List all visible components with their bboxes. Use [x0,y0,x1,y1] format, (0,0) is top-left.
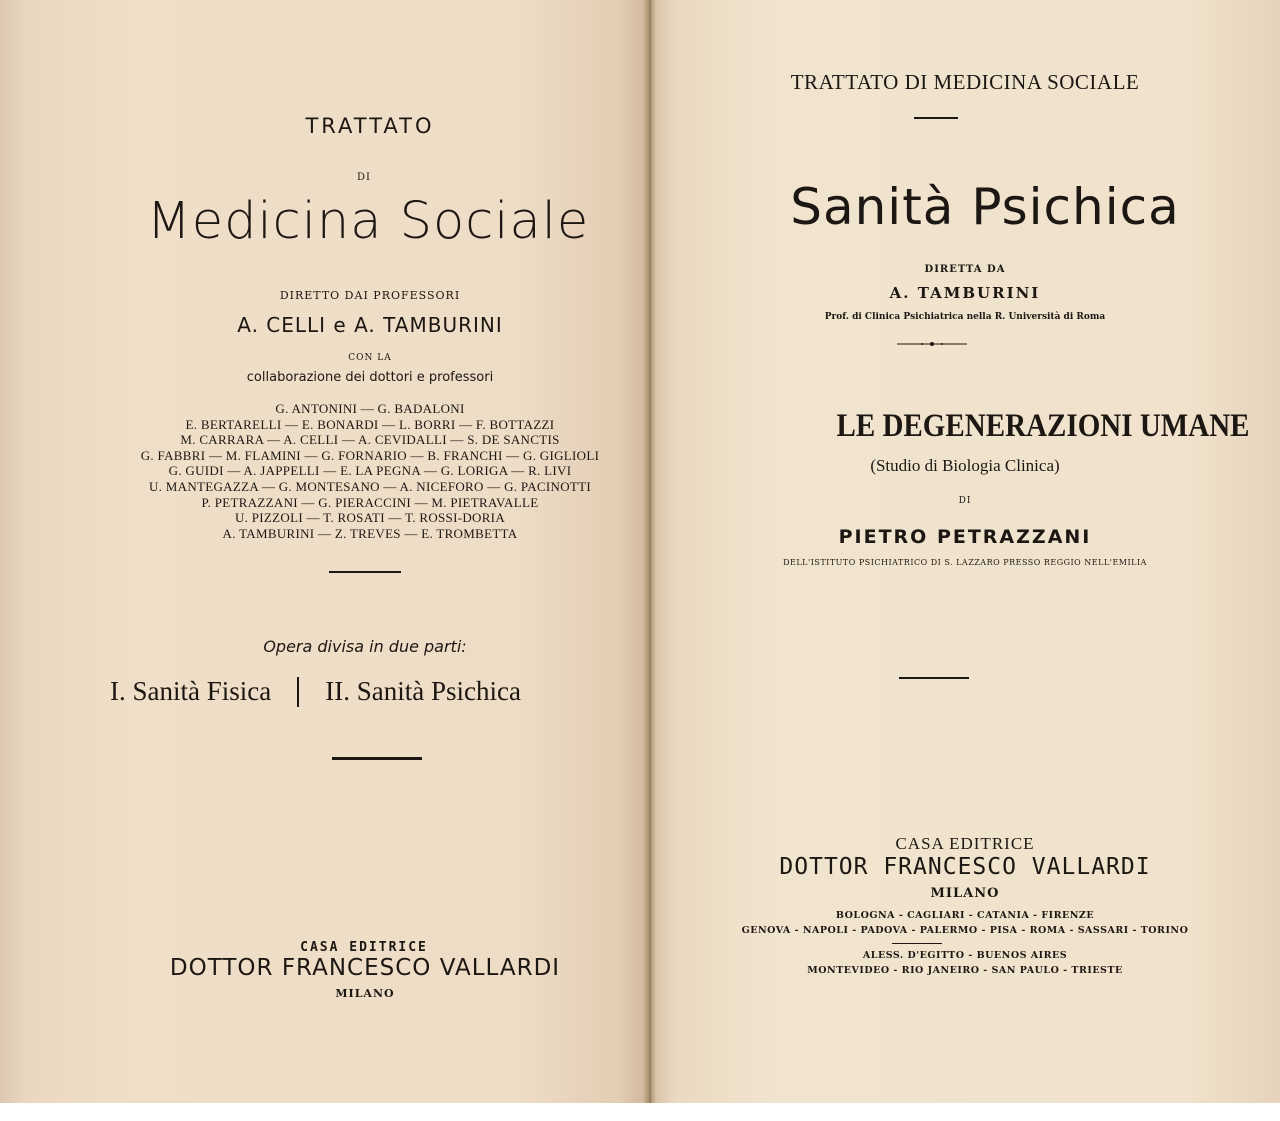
author-institute: DELL'ISTITUTO PSICHIATRICO DI S. LAZZARO PRESSO REGGIO NELL'EMILIA [783,558,1147,567]
collaboration-label: collaborazione dei dottori e professori [246,370,494,385]
ornament-divider [897,341,967,347]
contributors-list [80,401,660,541]
directed-by-label: DIRETTO DAI PROFESSORI [279,289,461,302]
left-publisher-label: CASA EDITRICE [300,940,428,955]
branches-line: MONTEVIDEO - RIO JANEIRO - SAN PAULO - TRIESTE [807,965,1123,976]
left-publisher-city: MILANO [335,987,395,1000]
contributors-line: U. MANTEGAZZA — G. MONTESANO — A. NICEFORO — G. PACINOTTI [148,478,591,494]
contributors-line: A. TAMBURINI — Z. TREVES — E. TROMBETTA [222,525,518,541]
directors-names: A. CELLI e A. TAMBURINI [237,313,503,337]
contributors-line: E. BERTARELLI — E. BONARDI — L. BORRI — F. BOTTAZZI [185,416,555,432]
contributors-line: U. PIZZOLI — T. ROSATI — T. ROSSI-DORIA [234,510,506,526]
divider-rule [892,943,942,944]
divider-rule [332,757,422,760]
right-page-title: Sanità Psichica [790,178,1180,236]
work-subtitle: (Studio di Biologia Clinica) [870,456,1060,475]
contributors-line: G. ANTONINI — G. BADALONI [275,401,465,416]
right-publisher-name: DOTTOR FRANCESCO VALLARDI [779,854,1151,880]
right-series-title: TRATTATO DI MEDICINA SOCIALE [790,70,1140,94]
part-two: II. Sanità Psichica [325,676,521,706]
contributors-line: P. PETRAZZANI — G. PIERACCINI — M. PIETRAVALLE [201,494,539,510]
opera-parts-label: Opera divisa in due parti: [263,637,467,656]
director-name: A. TAMBURINI [889,284,1041,302]
branches-line: GENOVA - NAPOLI - PADOVA - PALERMO - PISA - ROMA - SASSARI - TORINO [741,925,1189,936]
left-publisher-name: DOTTOR FRANCESCO VALLARDI [169,955,561,981]
left-page [0,0,650,1103]
branches-line: BOLOGNA - CAGLIARI - CATANIA - FIRENZE [835,910,1095,921]
parts-line [110,676,521,707]
branches-line: ALESS. D'EGITTO - BUENOS AIRES [862,950,1068,961]
work-title: LE DEGENERAZIONI UMANE [836,408,1250,444]
contributors-line: G. GUIDI — A. JAPPELLI — E. LA PEGNA — G. LORIGA — R. LIVI [168,463,572,479]
left-di-label: DI [357,172,371,183]
diretta-da-label: DIRETTA DA [924,264,1006,275]
con-la-label: CON LA [348,353,392,363]
contributors-line: M. CARRARA — A. CELLI — A. CEVIDALLI — S. DE SANCTIS [180,432,560,448]
divider-rule [914,117,958,119]
publisher-branches-abroad [650,948,1280,978]
right-publisher-city: MILANO [930,886,1000,901]
contributors-line: G. FABBRI — M. FLAMINI — G. FORNARIO — B. FRANCHI — G. GIGLIOLI [140,447,600,463]
director-affiliation: Prof. di Clinica Psichiatrica nella R. Università di Roma [824,312,1106,322]
right-di-label: DI [958,496,972,506]
left-series-label: TRATTATO [305,114,435,138]
divider-rule [899,677,969,679]
right-publisher-label: CASA EDITRICE [895,834,1035,853]
author-name: PIETRO PETRAZZANI [838,526,1092,548]
part-one: I. Sanità Fisica [110,676,272,706]
parts-separator [297,677,299,707]
left-page-title: Medicina Sociale [146,192,590,251]
divider-rule [329,571,401,573]
